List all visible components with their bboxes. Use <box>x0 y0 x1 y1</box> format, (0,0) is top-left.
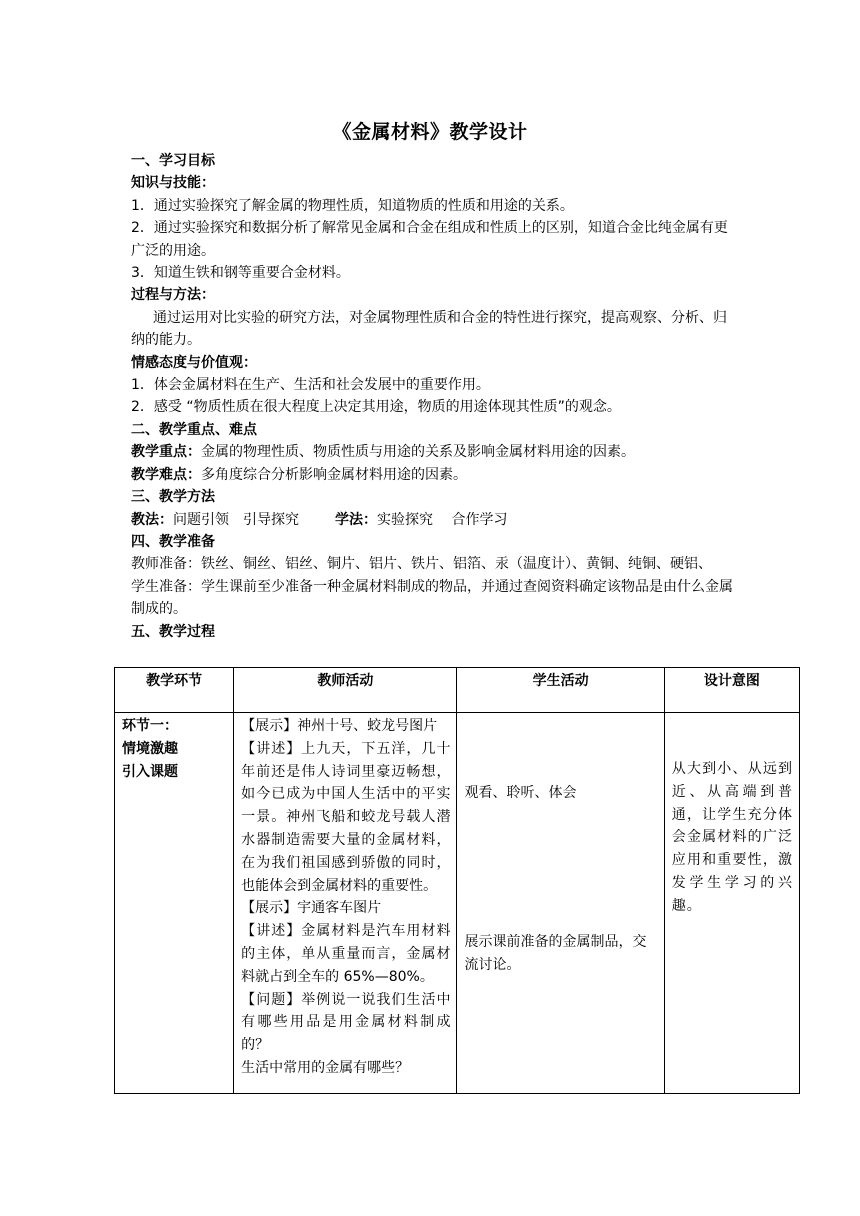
design-intent-text: 从大到小、从远到近、从高端到普通，让学生充分体会金属材料的广泛应用和重要性，激发学生学习的兴趣。 <box>671 761 793 914</box>
student-preparation: 学生准备：学生课前至少准备一种金属材料制成的物品，并通过查阅资料确定该物品是由什么金属制成的。 <box>131 578 733 618</box>
table-header-row <box>115 668 800 713</box>
teacher-activity-item: 【展示】神州十号、蛟龙号图片 <box>241 718 438 734</box>
learn-method-text: 实验探究 合作学习 <box>377 511 508 528</box>
section-heading-preparation: 四、教学准备 <box>131 533 215 550</box>
stage-number: 环节一： <box>122 718 178 734</box>
teacher-activity-item: 【讲述】金属材料是汽车用材料的主体，单从重量而言，金属材料就占到全车的 65%—80%。 <box>241 923 451 985</box>
teach-method-label: 教法： <box>131 511 173 528</box>
table-row <box>115 713 800 1094</box>
stage-cell <box>115 713 234 1094</box>
header-student-activity: 学生活动 <box>457 668 664 713</box>
teaching-process-table <box>114 667 800 1094</box>
subheading-knowledge: 知识与技能： <box>131 175 215 192</box>
process-text: 通过运用对比实验的研究方法，对金属物理性质和合金的特性进行探究，提高观察、分析、归纳的能力。 <box>131 309 727 349</box>
knowledge-item-1: 1．通过实验探究了解金属的物理性质，知道物质的性质和用途的关系。 <box>131 197 574 214</box>
teacher-activity-item: 【问题】举例说一说我们生活中有哪些用品是用金属材料制成的？ <box>241 991 451 1054</box>
header-teacher-activity: 教师活动 <box>234 668 457 713</box>
methods-line <box>131 509 737 531</box>
section-heading-process: 五、教学过程 <box>131 623 215 640</box>
teacher-preparation: 教师准备：铁丝、铜丝、铝丝、铜片、铝片、铁片、铝箔、汞（温度计）、黄铜、纯铜、硬铝、 <box>131 556 712 573</box>
document-body <box>131 150 737 643</box>
subheading-emotion: 情感态度与价值观： <box>131 354 257 371</box>
student-activity-item: 展示课前准备的金属制品，交流讨论。 <box>464 933 647 973</box>
emotion-item-2: 2．感受 “物质性质在很大程度上决定其用途，物质的用途体现其性质”的观念。 <box>131 399 621 416</box>
subheading-process: 过程与方法： <box>131 287 215 304</box>
student-activity-cell <box>457 713 664 1094</box>
teach-method-text: 问题引领 引导探究 <box>173 511 299 528</box>
knowledge-item-3: 3．知道生铁和钢等重要合金材料。 <box>131 265 350 282</box>
section-heading-objectives: 一、学习目标 <box>131 153 215 169</box>
difficulty-label: 教学难点： <box>131 466 201 483</box>
design-intent-cell <box>664 713 799 1094</box>
section-heading-key-points: 二、教学重点、难点 <box>131 421 257 438</box>
key-point-label: 教学重点： <box>131 444 201 461</box>
teacher-activity-item: 【展示】宇通客车图片 <box>241 900 382 917</box>
student-activity-item: 观看、聆听、体会 <box>464 785 577 801</box>
document-title: 《金属材料》教学设计 <box>332 121 528 143</box>
header-design-intent: 设计意图 <box>664 668 799 713</box>
stage-name-line-1: 情境激趣 <box>122 740 178 757</box>
stage-name-line-2: 引入课题 <box>122 763 178 780</box>
learn-method-label: 学法： <box>335 511 377 528</box>
key-point-text: 金属的物理性质、物质性质与用途的关系及影响金属材料用途的因素。 <box>201 444 635 461</box>
difficulty-line <box>131 464 737 486</box>
teacher-activity-cell <box>234 713 457 1094</box>
difficulty-text: 多角度综合分析影响金属材料用途的因素。 <box>201 466 467 483</box>
knowledge-item-2: 2．通过实验探究和数据分析了解常见金属和合金在组成和性质上的区别，知道合金比纯金属有更广泛的用途。 <box>131 220 728 259</box>
emotion-item-1: 1．体会金属材料在生产、生活和社会发展中的重要作用。 <box>131 377 490 394</box>
teacher-activity-item: 生活中常用的金属有哪些？ <box>241 1059 410 1076</box>
header-stage: 教学环节 <box>115 668 234 713</box>
teacher-activity-item: 【讲述】上九天，下五洋，几十年前还是伟人诗词里豪迈畅想，如今已成为中国人生活中的平实一景。神州飞船和蛟龙号载人潜水器制造需要大量的金属材料，在为我们祖国感到骄傲的同时，也能体会到金属材料的重要性。 <box>241 740 451 894</box>
section-heading-methods: 三、教学方法 <box>131 489 215 506</box>
key-point-line <box>131 441 737 463</box>
